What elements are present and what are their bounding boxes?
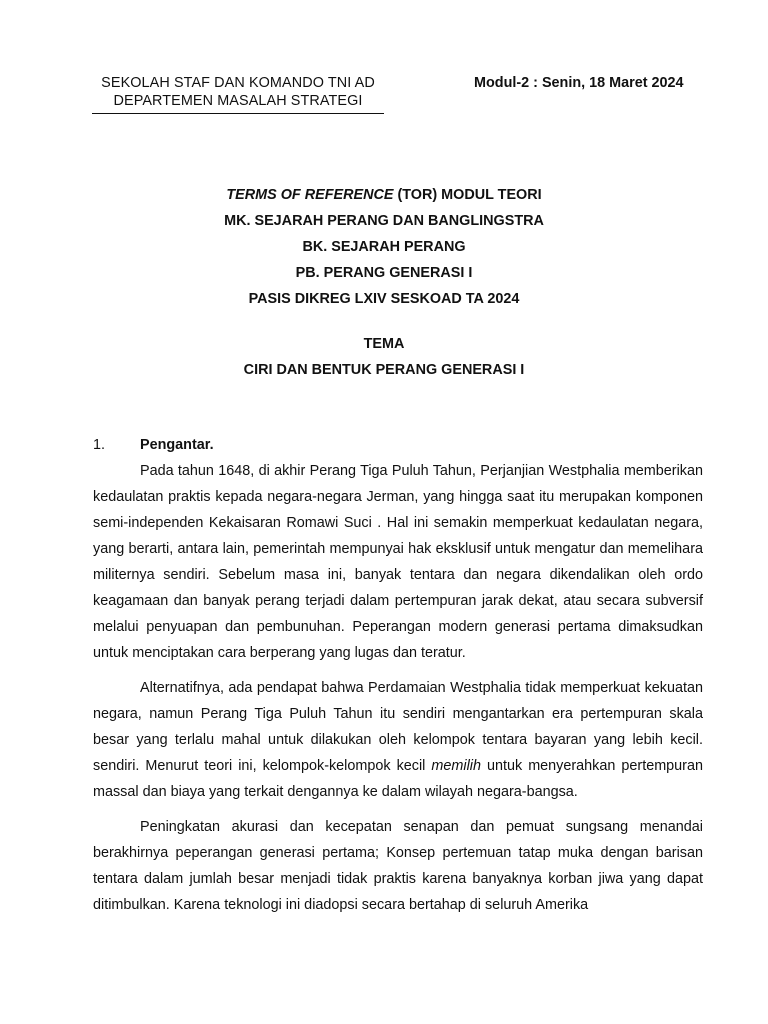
section-body [93,458,703,927]
section-title: Pengantar. [140,437,214,453]
title-line-4: PB. PERANG GENERASI I [295,265,473,281]
document-title [0,182,768,312]
theme-label: TEMA [363,336,405,352]
title-line-5: PASIS DIKREG LXIV SESKOAD TA 2024 [248,291,520,307]
title-rest: (TOR) MODUL TEORI [393,187,542,203]
section-heading [93,435,214,455]
theme-block [0,331,768,383]
title-line-2: MK. SEJARAH PERANG DAN BANGLINGSTRA [224,213,544,229]
paragraph-2-end: untuk menyerahkan pertempuran massal dan biaya yang terkait dengannya ke dalam wilayah negara-bangsa. [93,758,703,800]
module-date: Modul-2 : Senin, 18 Maret 2024 [474,75,684,91]
title-line-1 [0,182,768,208]
title-italic: TERMS OF REFERENCE [226,187,394,203]
paragraph-2-start: Alternatifnya, ada pendapat bahwa Perdamaian Westphalia tidak memperkuat kekuatan negara, namun Perang Tiga Puluh Tahun itu sendiri mengantarkan era pertempuran skala besar yang terlalu mahal untuk dilakukan oleh kelompok tentara bayaran yang lebih kecil. sendiri. Menurut teori ini, kelompok-kelompok kecil [93,680,703,774]
theme-text: CIRI DAN BENTUK PERANG GENERASI I [243,362,525,378]
paragraph-2-emphasis: memilih [431,758,481,774]
paragraph-1: Pada tahun 1648, di akhir Perang Tiga Puluh Tahun, Perjanjian Westphalia memberikan kedaulatan praktis kepada negara-negara Jerman, yang hingga saat itu merupakan komponen semi-independen Kekaisaran Romawi Suci . Hal ini semakin memperkuat kedaulatan negara, yang berarti, antara lain, pemerintah mempunyai hak eksklusif untuk mengatur dan memelihara militernya sendiri. Sebelum masa ini, banyak tentara dan negara dikendalikan oleh ordo keagamaan dan banyak perang terjadi dalam pertempuran jarak dekat, atau secara subversif melalui penyuapan dan pembunuhan. Peperangan modern generasi pertama dimaksudkan untuk menciptakan cara berperang yang lugas dan teratur. [93,463,703,661]
paragraph-3: Peningkatan akurasi dan kecepatan senapan dan pemuat sungsang menandai berakhirnya peperangan generasi pertama; Konsep pertemuan tatap muka dengan barisan tentara dalam jumlah besar menjadi tidak praktis karena banyaknya korban jiwa yang dapat ditimbulkan. Karena teknologi ini diadopsi secara bertahap di seluruh Amerika [93,819,703,913]
section-number: 1. [93,437,106,453]
institution-header [92,74,384,114]
department-name: DEPARTEMEN MASALAH STRATEGI [113,93,363,109]
title-line-3: BK. SEJARAH PERANG [302,239,466,255]
header-underline [92,113,384,114]
institution-name: SEKOLAH STAF DAN KOMANDO TNI AD [101,75,375,91]
paragraph-2 [93,675,703,805]
